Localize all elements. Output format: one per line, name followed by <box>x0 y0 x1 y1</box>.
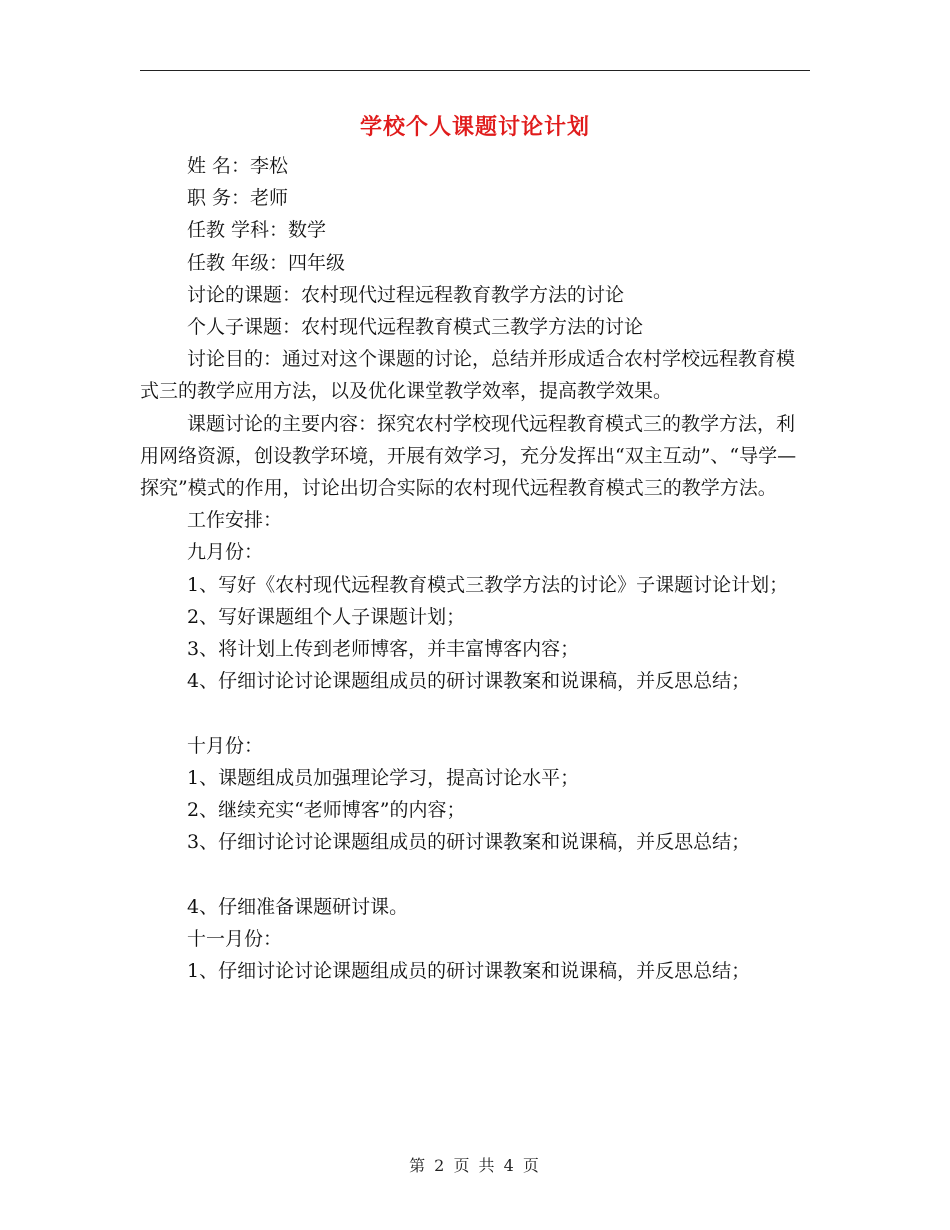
sub-topic-line: 个人子课题：农村现代远程教育模式三教学方法的讨论 <box>187 316 644 339</box>
list-item: 1、课题组成员加强理论学习，提高讨论水平； <box>187 766 580 789</box>
blank-line <box>140 858 810 890</box>
october-heading: 十月份： <box>187 734 264 757</box>
september-heading: 九月份： <box>187 541 264 564</box>
document-title: 学校个人课题讨论计划 <box>359 114 590 140</box>
header-rule <box>140 70 810 71</box>
list-item: 4、仔细准备课题研讨课。 <box>187 895 409 918</box>
list-item: 2、继续充实“老师博客”的内容； <box>187 799 466 822</box>
research-topic-line: 讨论的课题：农村现代过程远程教育教学方法的讨论 <box>187 283 625 306</box>
blank-line <box>140 697 810 729</box>
content-paragraph: 课题讨论的主要内容：探究农村学校现代远程教育模式三的教学方法，利用网络资源，创设教学环境，开展有效学习，充分发挥出“双主互动”、“导学—探究”模式的作用，讨论出切合实际的农村现代远程教育模式三的教学方法。 <box>140 412 797 500</box>
page-number-footer: 第 2 页 共 4 页 <box>409 1156 541 1175</box>
document-body <box>140 150 810 987</box>
november-heading: 十一月份： <box>187 927 283 950</box>
grade-line: 任教 年级：四年级 <box>187 251 346 274</box>
work-plan-heading: 工作安排： <box>187 509 283 532</box>
purpose-paragraph: 讨论目的：通过对这个课题的讨论，总结并形成适合农村学校远程教育模式三的教学应用方法，以及优化课堂教学效率，提高教学效果。 <box>140 348 796 403</box>
list-item: 1、写好《农村现代远程教育模式三教学方法的讨论》子课题讨论计划； <box>187 573 789 596</box>
list-item: 1、仔细讨论讨论课题组成员的研讨课教案和说课稿，并反思总结； <box>187 960 751 983</box>
subject-line: 任教 学科：数学 <box>187 219 327 242</box>
list-item: 3、将计划上传到老师博客，并丰富博客内容； <box>187 638 580 661</box>
list-item: 4、仔细讨论讨论课题组成员的研讨课教案和说课稿，并反思总结； <box>187 670 751 693</box>
position-line: 职 务：老师 <box>187 187 289 210</box>
name-line: 姓 名：李松 <box>187 155 289 177</box>
list-item: 2、写好课题组个人子课题计划； <box>187 605 466 628</box>
list-item: 3、仔细讨论讨论课题组成员的研讨课教案和说课稿，并反思总结； <box>187 831 751 854</box>
